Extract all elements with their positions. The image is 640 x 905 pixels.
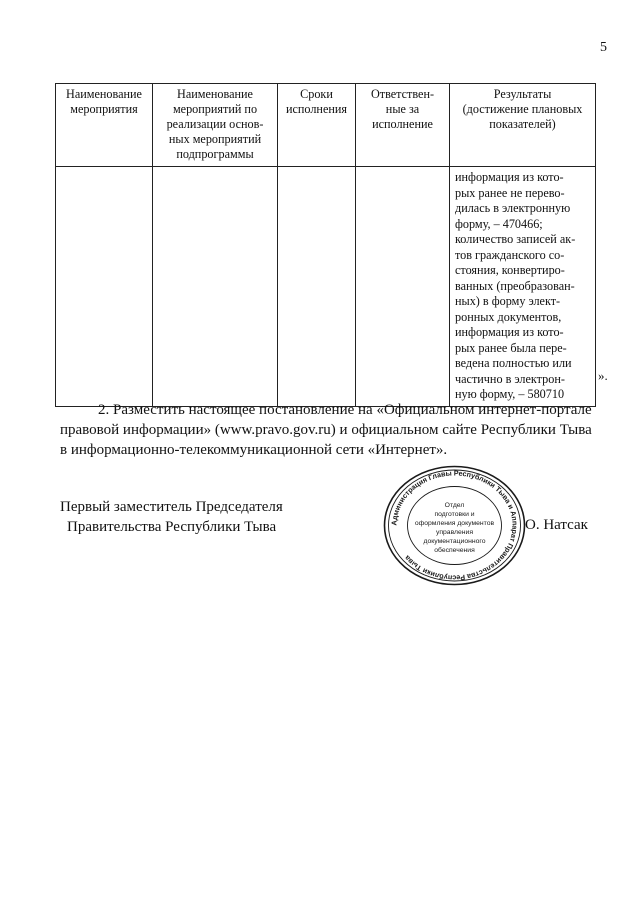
- header-line: показателей): [489, 117, 556, 131]
- results-text: [455, 170, 591, 403]
- header-line: Наименование: [66, 87, 142, 101]
- header-line: (достижение плановых: [462, 102, 583, 116]
- header-subprogram-activities: [153, 84, 278, 167]
- header-line: мероприятия: [70, 102, 138, 116]
- signer-title: [60, 497, 283, 537]
- results-line: тов гражданского со-: [455, 247, 565, 262]
- results-line: информация из кото-: [455, 325, 564, 339]
- results-line: стояния, конвертиро-: [455, 263, 565, 277]
- results-line: количество записей ак-: [455, 232, 576, 246]
- stamp-line: документационного: [423, 538, 486, 545]
- results-line: ную форму, – 580710: [455, 387, 565, 401]
- header-line: Ответствен-: [370, 87, 435, 101]
- cell-subprogram-activities: [153, 167, 278, 407]
- signer-name: О. Натсак: [525, 517, 588, 533]
- results-line: частично в электрон-: [455, 371, 565, 386]
- results-line: ведена полностью или: [455, 356, 572, 370]
- results-line: ронных документов,: [455, 309, 562, 324]
- results-line: информация из кото-: [455, 170, 564, 184]
- table-row: [56, 167, 596, 407]
- header-line: ные за: [385, 102, 420, 116]
- paragraph-line: в информационно-телекоммуникационной сети «Интернет».: [60, 442, 448, 458]
- cell-activity-name: [56, 167, 153, 407]
- plan-table: [55, 83, 596, 407]
- header-line: мероприятий по: [172, 102, 258, 116]
- signer-title-line: Правительства Республики Тыва: [67, 519, 277, 535]
- header-results: [450, 84, 596, 167]
- results-line: дилась в электронную: [455, 201, 571, 215]
- stamp-line: управления: [435, 529, 474, 536]
- results-line: ванных (преобразован-: [455, 278, 575, 293]
- header-line: ных мероприятий: [168, 132, 262, 146]
- header-line: Наименование: [177, 87, 253, 101]
- stamp-seal: [381, 464, 528, 587]
- placement-paragraph: [60, 400, 592, 460]
- stamp-line: Отдел: [444, 502, 465, 509]
- header-activity-name: [56, 84, 153, 167]
- paragraph-line: 2. Разместить настоящее постановление на «Официальном интернет-портале: [98, 402, 592, 418]
- results-line: ных) в форму элект-: [455, 294, 561, 308]
- signer-title-line: Первый заместитель Председателя: [60, 499, 283, 515]
- header-deadline: [278, 84, 356, 167]
- header-line: исполнение: [372, 117, 433, 131]
- official-stamp: [381, 464, 528, 587]
- header-line: исполнения: [285, 102, 348, 116]
- cell-responsible: [356, 167, 450, 407]
- stamp-ring-text: Администрация Главы Республики Тыва и Аппарат Правительства Республики Тыва: [389, 468, 520, 583]
- cell-results: [450, 167, 596, 407]
- results-line: рых ранее была пере-: [455, 340, 567, 355]
- closing-quote: ».: [598, 368, 608, 383]
- header-line: реализации основ-: [166, 117, 264, 131]
- header-responsible: [356, 84, 450, 167]
- page-number: 5: [600, 40, 607, 55]
- stamp-line: оформления документов: [414, 520, 495, 527]
- table-header-row: [56, 84, 596, 167]
- header-line: Результаты: [493, 87, 552, 101]
- header-line: подпрограммы: [176, 147, 254, 161]
- paragraph-line: правовой информации» (www.pravo.gov.ru) и официальном сайте Республики Тыва: [60, 422, 592, 438]
- stamp-line: обеспечения: [434, 547, 475, 554]
- stamp-line: подготовки и: [434, 511, 475, 518]
- results-line: форму, – 470466;: [455, 216, 543, 231]
- cell-deadline: [278, 167, 356, 407]
- results-line: рых ранее не перево-: [455, 185, 565, 200]
- header-line: Сроки: [300, 87, 333, 101]
